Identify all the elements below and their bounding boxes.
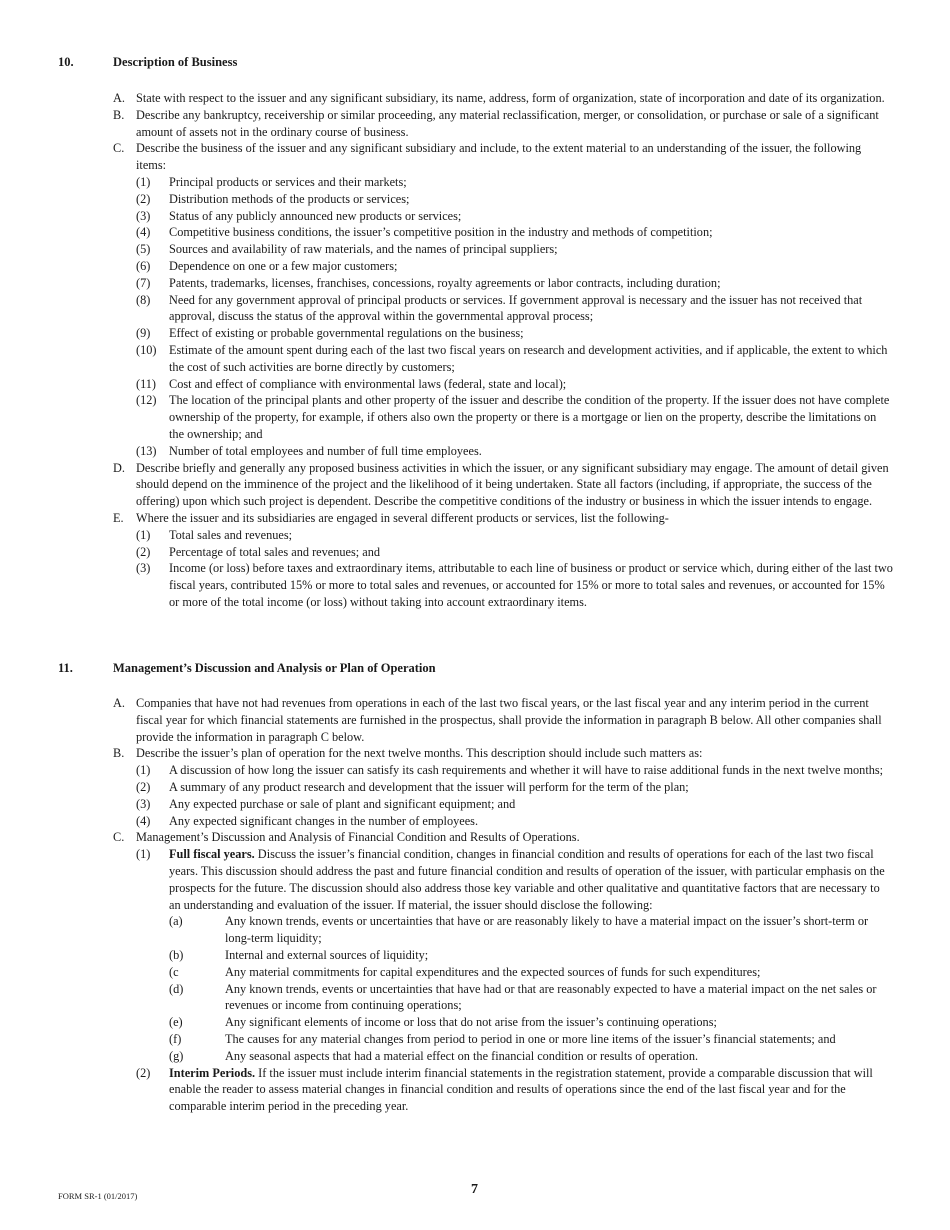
list-item	[113, 140, 893, 459]
sub-item-label: (9)	[136, 326, 151, 341]
run-in-heading: Full fiscal years.	[169, 847, 255, 862]
sub-sub-item	[169, 981, 893, 1015]
section-10-list	[113, 90, 893, 611]
sub-item-text: If the issuer must include interim financial statements in the registration statement, provide a comparable discussion that will enable the reader to assess material changes in financial condition and results of operations since the end of the last fiscal year and for the comparable interim period in the preceding year.	[169, 1065, 873, 1114]
sub-sub-item-text: Any material commitments for capital expenditures and the expected sources of funds for such expenditures;	[225, 964, 761, 979]
sub-item	[136, 325, 893, 342]
sub-sub-item-text: The causes for any material changes from period to period in one or more line items of the issuer’s financial statements; and	[225, 1031, 836, 1046]
sub-sub-item	[169, 1031, 893, 1048]
item-label: D.	[113, 460, 125, 475]
sub-item-label: (10)	[136, 342, 157, 357]
sub-item-label: (1)	[136, 174, 151, 189]
sub-sub-item	[169, 1048, 893, 1065]
section-number: 11.	[58, 661, 73, 675]
sub-item-label: (8)	[136, 292, 151, 307]
sub-sub-item	[169, 964, 893, 981]
sub-item-label: (12)	[136, 393, 157, 408]
sub-item	[136, 392, 893, 442]
sub-item	[136, 779, 893, 796]
sub-sub-item	[169, 1014, 893, 1031]
item-text: Describe any bankruptcy, receivership or similar proceeding, any material reclassification, merger, or consolidation, or purchase or sale of a significant amount of assets not in the ordinary course of business.	[136, 107, 879, 139]
item-label: E.	[113, 510, 124, 525]
sub-sub-item-label: (e)	[169, 1015, 183, 1030]
sub-sub-item-text: Any known trends, events or uncertainties that have had or that are reasonably expected to have a material impact on the net sales or revenues or income from continuing operations;	[225, 981, 877, 1013]
sub-item-label: (5)	[136, 242, 151, 257]
sub-item	[136, 813, 893, 830]
sub-item	[136, 241, 893, 258]
sub-item-label: (1)	[136, 847, 151, 862]
page-number: 7	[471, 1182, 478, 1197]
item-label: B.	[113, 107, 125, 122]
sub-item-text: Any expected purchase or sale of plant and significant equipment; and	[169, 796, 516, 811]
sub-item-text: Discuss the issuer’s financial condition, changes in financial condition and results of operations for each of the last two fiscal years. This discussion should address the past and future financial condition and results of operation of the issuer, with particular emphasis on the prospects for the future. The discussion should also address those key variable and other qualitative and quantitative factors that are necessary to an understanding and evaluation of the issuer. If material, the issuer should disclose the following:	[169, 847, 885, 912]
sub-item-text: Need for any government approval of principal products or services. If government approval is necessary and the issuer has not received that approval, discuss the status of the approval within the governmental approval process;	[169, 292, 863, 324]
sub-item-text: Number of total employees and number of full time employees.	[169, 443, 482, 458]
sub-item	[136, 376, 893, 393]
sub-item-text: Estimate of the amount spent during each of the last two fiscal years on research and development activities, and if applicable, the extent to which the cost of such activities are borne directly by customers;	[169, 342, 888, 374]
sub-item-label: (13)	[136, 443, 157, 458]
sub-sub-item	[169, 947, 893, 964]
sub-item	[136, 292, 893, 326]
sub-item	[136, 342, 893, 376]
sub-item	[136, 527, 893, 544]
item-text: Describe the issuer’s plan of operation for the next twelve months. This description should include such matters as:	[136, 746, 703, 761]
sub-item-label: (11)	[136, 376, 157, 391]
sub-item-label: (3)	[136, 561, 151, 576]
sub-item-text: The location of the principal plants and other property of the issuer and describe the condition of the property. If the issuer does not have complete ownership of the property, for example, if others also own the property or there is a mortgage or lien on the property, describe the limitations on the ownership; and	[169, 393, 890, 441]
sub-item	[136, 275, 893, 292]
sub-item	[136, 258, 893, 275]
sub-sub-item-text: Internal and external sources of liquidity;	[225, 947, 429, 962]
item-text: Describe briefly and generally any proposed business activities in which the issuer, or any significant subsidiary may engage. The amount of detail given should depend on the imminence of the project and the likelihood of it being undertaken. State all factors (including, if appropriate, the success of the offering) upon which such project is dependent. Describe the competitive conditions of the industry or business in which the issuer intends to engage.	[136, 460, 889, 509]
sub-item	[136, 1065, 893, 1115]
sub-item	[136, 560, 893, 610]
sub-item	[136, 846, 893, 1064]
sub-item-text: A summary of any product research and development that the issuer will perform for the term of the plan;	[169, 779, 689, 794]
item-text: Where the issuer and its subsidiaries are engaged in several different products or services, list the following-	[136, 510, 669, 525]
sub-item-text: Cost and effect of compliance with environmental laws (federal, state and local);	[169, 376, 567, 391]
run-in-heading: Interim Periods.	[169, 1065, 256, 1080]
sub-sub-item-label: (b)	[169, 947, 184, 962]
section-number: 10.	[58, 55, 74, 69]
sub-item-text: Competitive business conditions, the issuer’s competitive position in the industry and methods of competition;	[169, 225, 713, 240]
sub-item	[136, 224, 893, 241]
sub-item-text: Sources and availability of raw materials, and the names of principal suppliers;	[169, 242, 558, 257]
item-text: Describe the business of the issuer and any significant subsidiary and include, to the extent material to an understanding of the issuer, the following items:	[136, 141, 862, 173]
sub-sub-item-label: (f)	[169, 1031, 182, 1046]
item-text: State with respect to the issuer and any significant subsidiary, its name, address, form of organization, state of incorporation and date of its organization.	[136, 91, 885, 105]
sub-sub-item-label: (c	[169, 964, 179, 979]
sub-item-text: Patents, trademarks, licenses, franchises, concessions, royalty agreements or labor contracts, including duration;	[169, 275, 721, 290]
sub-item	[136, 174, 893, 191]
list-item	[113, 745, 893, 829]
item-label: B.	[113, 746, 125, 761]
sub-item-label: (1)	[136, 527, 151, 542]
item-label: A.	[113, 91, 125, 105]
sub-sub-item-text: Any seasonal aspects that had a material effect on the financial condition or results of operation.	[225, 1048, 699, 1063]
section-11-list	[113, 695, 893, 1115]
sub-item	[136, 762, 893, 779]
sub-item-text: Principal products or services and their markets;	[169, 174, 407, 189]
sub-sub-item-label: (a)	[169, 914, 183, 929]
item-text: Management’s Discussion and Analysis of Financial Condition and Results of Operations.	[136, 830, 580, 845]
list-item	[113, 510, 893, 611]
sub-item-text: Percentage of total sales and revenues; and	[169, 544, 381, 559]
list-item	[113, 695, 893, 745]
list-item	[113, 460, 893, 510]
sub-item-text: Any expected significant changes in the number of employees.	[169, 813, 479, 828]
sub-item-label: (6)	[136, 258, 151, 273]
sub-item-label: (1)	[136, 763, 151, 778]
sub-item	[136, 191, 893, 208]
sub-item-label: (2)	[136, 191, 151, 206]
section-title: Management’s Discussion and Analysis or Plan of Operation	[113, 661, 436, 675]
sub-sub-item-label: (d)	[169, 981, 184, 996]
item-text: Companies that have not had revenues from operations in each of the last two fiscal years, or the last fiscal year and any interim period in the current fiscal year for which financial statements are furnished in the prospectus, shall provide the information in paragraph B below. All other companies shall provide the information in paragraph C below.	[136, 696, 882, 744]
sub-item	[136, 208, 893, 225]
sub-item-label: (3)	[136, 208, 151, 223]
sub-item-label: (4)	[136, 225, 151, 240]
sub-item-label: (3)	[136, 796, 151, 811]
section-title: Description of Business	[113, 55, 238, 69]
sub-item-text: Distribution methods of the products or services;	[169, 191, 410, 206]
form-id: FORM SR-1 (01/2017)	[58, 1191, 138, 1201]
list-item	[113, 90, 893, 107]
sub-sub-item	[169, 913, 893, 947]
sub-sub-item-text: Any significant elements of income or loss that do not arise from the issuer’s continuing operations;	[225, 1015, 717, 1030]
sub-item-label: (2)	[136, 1065, 151, 1080]
sub-item-text: Status of any publicly announced new products or services;	[169, 208, 462, 223]
sub-item-text: Effect of existing or probable governmental regulations on the business;	[169, 326, 524, 341]
sub-item-text: Total sales and revenues;	[169, 527, 293, 542]
sub-item-text: Dependence on one or a few major customers;	[169, 258, 398, 273]
sub-item	[136, 544, 893, 561]
sub-item-text: Income (or loss) before taxes and extraordinary items, attributable to each line of business or product or service which, during either of the last two fiscal years, contributed 15% or more to total sales and revenues, or accounted for 15% or more to total sales and revenues, or accounted for 15% or more of the total income (or loss) without taking into account extraordinary items.	[169, 561, 893, 609]
sub-item	[136, 443, 893, 460]
sub-sub-item-label: (g)	[169, 1048, 184, 1063]
list-item	[113, 829, 893, 1115]
item-label: A.	[113, 696, 125, 710]
item-label: C.	[113, 830, 125, 845]
sub-item-label: (7)	[136, 275, 151, 290]
sub-item	[136, 796, 893, 813]
sub-item-text: A discussion of how long the issuer can satisfy its cash requirements and whether it will have to raise additional funds in the next twelve months;	[169, 763, 884, 778]
list-item	[113, 107, 893, 141]
sub-item-label: (2)	[136, 544, 151, 559]
item-label: C.	[113, 141, 125, 156]
sub-item-label: (4)	[136, 813, 151, 828]
sub-item-label: (2)	[136, 779, 151, 794]
sub-sub-item-text: Any known trends, events or uncertainties that have or are reasonably likely to have a material impact on the issuer’s short-term or long-term liquidity;	[225, 914, 869, 946]
